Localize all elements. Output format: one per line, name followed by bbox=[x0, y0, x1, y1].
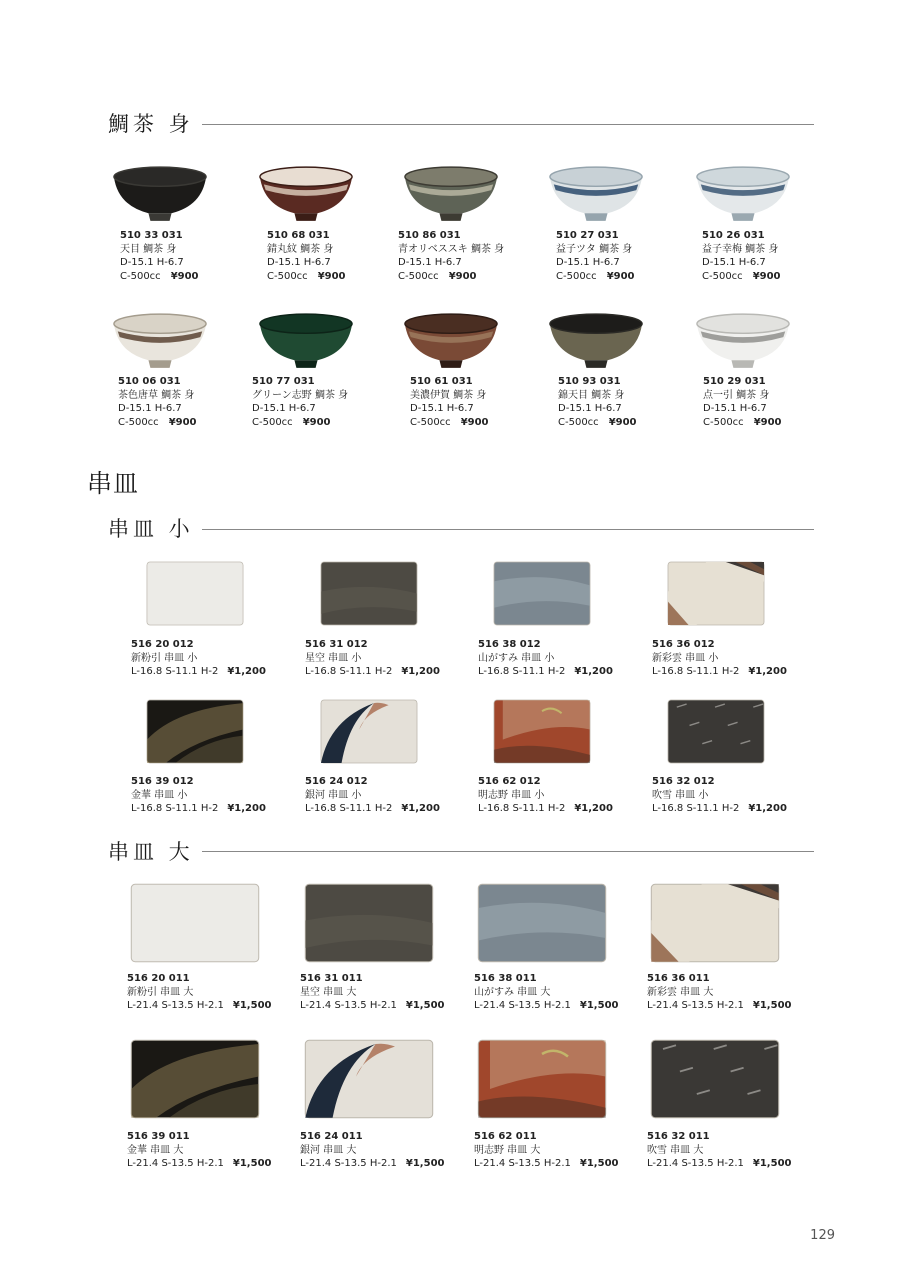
product-capacity: C-500cc bbox=[398, 270, 439, 282]
product-name: 新粉引 串皿 小 bbox=[131, 652, 198, 664]
product-price: ¥900 bbox=[606, 270, 635, 282]
capacity-price bbox=[556, 270, 635, 284]
product-capacity: C-500cc bbox=[267, 270, 308, 282]
product-code: 516 36 011 bbox=[647, 973, 710, 984]
product-code: 516 20 012 bbox=[131, 639, 194, 650]
product-capacity: C-500cc bbox=[410, 416, 451, 428]
plate-galaxy-icon bbox=[304, 1039, 434, 1119]
product-price: ¥1,500 bbox=[232, 1158, 272, 1170]
dimensions-price bbox=[127, 999, 271, 1013]
product-price: ¥1,200 bbox=[227, 803, 266, 815]
product-price: ¥900 bbox=[608, 416, 637, 428]
plate-white-icon bbox=[130, 883, 260, 963]
product-name: 益子幸梅 鯛茶 身 bbox=[702, 243, 779, 255]
product-name: 山がすみ 串皿 大 bbox=[474, 986, 551, 998]
dimensions-price bbox=[647, 999, 791, 1013]
plate-starry-icon bbox=[320, 561, 418, 626]
product-price: ¥1,200 bbox=[574, 803, 613, 815]
product-price: ¥1,200 bbox=[748, 803, 787, 815]
product-name: 金華 串皿 大 bbox=[127, 1144, 184, 1156]
product-dimensions: L-16.8 S-11.1 H-2 bbox=[652, 666, 740, 678]
product-info bbox=[398, 229, 504, 283]
bowl-ivy-blue-icon bbox=[548, 163, 644, 225]
product-code: 516 36 012 bbox=[652, 639, 715, 650]
product-name: 天目 鯛茶 身 bbox=[120, 243, 177, 255]
product-capacity: C-500cc bbox=[120, 270, 161, 282]
product-name: 錆丸紋 鯛茶 身 bbox=[267, 243, 334, 255]
bowl-rust-circles-icon bbox=[258, 163, 354, 225]
product-price: ¥900 bbox=[317, 270, 346, 282]
product-info bbox=[300, 1130, 444, 1171]
product-info bbox=[118, 375, 197, 429]
product-name: 吹雪 串皿 小 bbox=[652, 789, 709, 801]
product-dimensions: L-21.4 S-13.5 H-2.1 bbox=[127, 1158, 224, 1170]
section-rule-bowls bbox=[202, 124, 814, 125]
dimensions-price bbox=[131, 802, 266, 816]
product-info bbox=[652, 775, 787, 816]
product-price: ¥900 bbox=[302, 416, 331, 428]
product-info bbox=[474, 972, 618, 1013]
product-capacity: C-500cc bbox=[556, 270, 597, 282]
dimensions-price bbox=[127, 1157, 271, 1171]
capacity-price bbox=[558, 416, 637, 430]
product-name: 益子ツタ 鯛茶 身 bbox=[556, 243, 633, 255]
product-dimensions: D-15.1 H-6.7 bbox=[702, 257, 766, 269]
product-dimensions: L-16.8 S-11.1 H-2 bbox=[131, 803, 219, 815]
product-price: ¥1,500 bbox=[232, 1000, 272, 1012]
product-info bbox=[300, 972, 444, 1013]
dimensions-price bbox=[652, 802, 787, 816]
product-info bbox=[478, 638, 613, 679]
product-price: ¥1,200 bbox=[401, 666, 440, 678]
plate-gold-icon bbox=[130, 1039, 260, 1119]
product-dimensions: L-16.8 S-11.1 H-2 bbox=[652, 803, 740, 815]
product-dimensions: D-15.1 H-6.7 bbox=[120, 257, 184, 269]
product-info bbox=[120, 229, 199, 283]
dimensions-price bbox=[478, 802, 613, 816]
product-code: 510 27 031 bbox=[556, 230, 619, 241]
product-info bbox=[556, 229, 635, 283]
product-code: 510 61 031 bbox=[410, 376, 473, 387]
product-name: 星空 串皿 小 bbox=[305, 652, 362, 664]
product-info bbox=[478, 775, 613, 816]
product-info bbox=[652, 638, 787, 679]
product-info bbox=[647, 972, 791, 1013]
product-price: ¥1,200 bbox=[227, 666, 266, 678]
product-name: 星空 串皿 大 bbox=[300, 986, 357, 998]
product-capacity: C-500cc bbox=[703, 416, 744, 428]
plate-starry-icon bbox=[304, 883, 434, 963]
product-name: 山がすみ 串皿 小 bbox=[478, 652, 555, 664]
product-name: 青オリベススキ 鯛茶 身 bbox=[398, 243, 505, 255]
product-dimensions: L-16.8 S-11.1 H-2 bbox=[131, 666, 219, 678]
product-dimensions: D-15.1 H-6.7 bbox=[410, 403, 474, 415]
dimensions-price bbox=[474, 1157, 618, 1171]
product-price: ¥1,500 bbox=[579, 1158, 619, 1170]
plate-mist-icon bbox=[493, 561, 591, 626]
product-capacity: C-500cc bbox=[252, 416, 293, 428]
product-dimensions: L-21.4 S-13.5 H-2.1 bbox=[474, 1158, 571, 1170]
product-dimensions: L-16.8 S-11.1 H-2 bbox=[478, 666, 566, 678]
product-code: 516 39 012 bbox=[131, 776, 194, 787]
product-dimensions: L-21.4 S-13.5 H-2.1 bbox=[300, 1158, 397, 1170]
bowl-green-shino-icon bbox=[258, 310, 354, 372]
product-name: グリーン志野 鯛茶 身 bbox=[252, 389, 349, 401]
product-code: 516 62 011 bbox=[474, 1131, 537, 1142]
product-info bbox=[127, 972, 271, 1013]
dimensions-price bbox=[305, 802, 440, 816]
dimensions-price bbox=[300, 999, 444, 1013]
dimensions-price bbox=[300, 1157, 444, 1171]
section-rule-small-plates bbox=[202, 529, 814, 530]
capacity-price bbox=[398, 270, 504, 284]
product-price: ¥1,500 bbox=[752, 1158, 792, 1170]
page-number: 129 bbox=[810, 1228, 835, 1243]
product-code: 510 86 031 bbox=[398, 230, 461, 241]
plate-cloud-icon bbox=[650, 883, 780, 963]
bowl-olive-grass-icon bbox=[403, 163, 499, 225]
product-dimensions: L-21.4 S-13.5 H-2.1 bbox=[647, 1000, 744, 1012]
bowl-black-icon bbox=[112, 163, 208, 225]
product-name: 銀河 串皿 大 bbox=[300, 1144, 357, 1156]
product-info bbox=[131, 775, 266, 816]
product-dimensions: L-21.4 S-13.5 H-2.1 bbox=[127, 1000, 224, 1012]
capacity-price bbox=[267, 270, 346, 284]
product-dimensions: L-16.8 S-11.1 H-2 bbox=[478, 803, 566, 815]
product-code: 516 39 011 bbox=[127, 1131, 190, 1142]
product-name: 美濃伊賀 鯛茶 身 bbox=[410, 389, 487, 401]
product-name: 錦天目 鯛茶 身 bbox=[558, 389, 625, 401]
section-title-small-plates: 串皿 小 bbox=[108, 517, 194, 541]
product-dimensions: L-21.4 S-13.5 H-2.1 bbox=[474, 1000, 571, 1012]
product-price: ¥1,500 bbox=[579, 1000, 619, 1012]
plate-mist-icon bbox=[477, 883, 607, 963]
product-code: 516 38 012 bbox=[478, 639, 541, 650]
bowl-nishiki-tenmoku-icon bbox=[548, 310, 644, 372]
product-name: 新彩雲 串皿 大 bbox=[647, 986, 714, 998]
product-info bbox=[267, 229, 346, 283]
product-code: 516 38 011 bbox=[474, 973, 537, 984]
product-code: 510 06 031 bbox=[118, 376, 181, 387]
product-name: 吹雪 串皿 大 bbox=[647, 1144, 704, 1156]
product-dimensions: D-15.1 H-6.7 bbox=[118, 403, 182, 415]
product-info bbox=[131, 638, 266, 679]
capacity-price bbox=[702, 270, 781, 284]
product-dimensions: D-15.1 H-6.7 bbox=[252, 403, 316, 415]
product-name: 明志野 串皿 小 bbox=[478, 789, 545, 801]
product-code: 510 29 031 bbox=[703, 376, 766, 387]
product-price: ¥900 bbox=[752, 270, 781, 282]
product-dimensions: D-15.1 H-6.7 bbox=[556, 257, 620, 269]
plate-snow-icon bbox=[650, 1039, 780, 1119]
plate-shino-icon bbox=[477, 1039, 607, 1119]
product-price: ¥1,500 bbox=[405, 1158, 445, 1170]
product-info bbox=[305, 775, 440, 816]
product-code: 516 24 011 bbox=[300, 1131, 363, 1142]
product-capacity: C-500cc bbox=[702, 270, 743, 282]
plate-cloud-icon bbox=[667, 561, 765, 626]
product-code: 516 62 012 bbox=[478, 776, 541, 787]
product-name: 新粉引 串皿 大 bbox=[127, 986, 194, 998]
plate-gold-icon bbox=[146, 699, 244, 764]
bowl-plum-lattice-icon bbox=[695, 163, 791, 225]
product-info bbox=[305, 638, 440, 679]
section-rule-large-plates bbox=[202, 851, 814, 852]
dimensions-price bbox=[305, 665, 440, 679]
product-info bbox=[410, 375, 489, 429]
plate-shino-icon bbox=[493, 699, 591, 764]
dimensions-price bbox=[474, 999, 618, 1013]
product-info bbox=[252, 375, 348, 429]
product-dimensions: L-16.8 S-11.1 H-2 bbox=[305, 666, 393, 678]
product-name: 点一引 鯛茶 身 bbox=[703, 389, 770, 401]
product-info bbox=[558, 375, 637, 429]
product-price: ¥1,200 bbox=[574, 666, 613, 678]
product-price: ¥1,200 bbox=[401, 803, 440, 815]
plate-snow-icon bbox=[667, 699, 765, 764]
product-code: 516 32 012 bbox=[652, 776, 715, 787]
product-name: 新彩雲 串皿 小 bbox=[652, 652, 719, 664]
chapter-title: 串皿 bbox=[87, 469, 140, 498]
product-capacity: C-500cc bbox=[558, 416, 599, 428]
capacity-price bbox=[252, 416, 348, 430]
product-info bbox=[647, 1130, 791, 1171]
product-code: 516 31 012 bbox=[305, 639, 368, 650]
capacity-price bbox=[703, 416, 782, 430]
dimensions-price bbox=[652, 665, 787, 679]
product-dimensions: D-15.1 H-6.7 bbox=[703, 403, 767, 415]
section-title-bowls: 鯛茶 身 bbox=[108, 112, 194, 136]
section-title-large-plates: 串皿 大 bbox=[108, 840, 194, 864]
product-dimensions: D-15.1 H-6.7 bbox=[558, 403, 622, 415]
product-dimensions: D-15.1 H-6.7 bbox=[267, 257, 331, 269]
product-code: 516 24 012 bbox=[305, 776, 368, 787]
product-dimensions: D-15.1 H-6.7 bbox=[398, 257, 462, 269]
product-name: 銀河 串皿 小 bbox=[305, 789, 362, 801]
product-price: ¥900 bbox=[168, 416, 197, 428]
product-info bbox=[127, 1130, 271, 1171]
product-code: 516 31 011 bbox=[300, 973, 363, 984]
product-name: 茶色唐草 鯛茶 身 bbox=[118, 389, 195, 401]
product-name: 金華 串皿 小 bbox=[131, 789, 188, 801]
product-name: 明志野 串皿 大 bbox=[474, 1144, 541, 1156]
product-code: 510 68 031 bbox=[267, 230, 330, 241]
product-info bbox=[702, 229, 781, 283]
product-code: 510 26 031 bbox=[702, 230, 765, 241]
plate-galaxy-icon bbox=[320, 699, 418, 764]
product-price: ¥900 bbox=[753, 416, 782, 428]
product-dimensions: L-21.4 S-13.5 H-2.1 bbox=[647, 1158, 744, 1170]
product-price: ¥1,500 bbox=[405, 1000, 445, 1012]
product-price: ¥900 bbox=[170, 270, 199, 282]
product-price: ¥1,200 bbox=[748, 666, 787, 678]
bowl-iga-icon bbox=[403, 310, 499, 372]
product-price: ¥900 bbox=[460, 416, 489, 428]
product-info bbox=[703, 375, 782, 429]
bowl-grey-line-icon bbox=[695, 310, 791, 372]
dimensions-price bbox=[647, 1157, 791, 1171]
bowl-arabesque-icon bbox=[112, 310, 208, 372]
product-dimensions: L-16.8 S-11.1 H-2 bbox=[305, 803, 393, 815]
plate-white-icon bbox=[146, 561, 244, 626]
capacity-price bbox=[118, 416, 197, 430]
capacity-price bbox=[410, 416, 489, 430]
capacity-price bbox=[120, 270, 199, 284]
dimensions-price bbox=[478, 665, 613, 679]
product-code: 516 32 011 bbox=[647, 1131, 710, 1142]
product-info bbox=[474, 1130, 618, 1171]
product-code: 510 93 031 bbox=[558, 376, 621, 387]
product-code: 510 33 031 bbox=[120, 230, 183, 241]
product-code: 516 20 011 bbox=[127, 973, 190, 984]
product-price: ¥1,500 bbox=[752, 1000, 792, 1012]
product-code: 510 77 031 bbox=[252, 376, 315, 387]
product-price: ¥900 bbox=[448, 270, 477, 282]
product-dimensions: L-21.4 S-13.5 H-2.1 bbox=[300, 1000, 397, 1012]
product-capacity: C-500cc bbox=[118, 416, 159, 428]
dimensions-price bbox=[131, 665, 266, 679]
